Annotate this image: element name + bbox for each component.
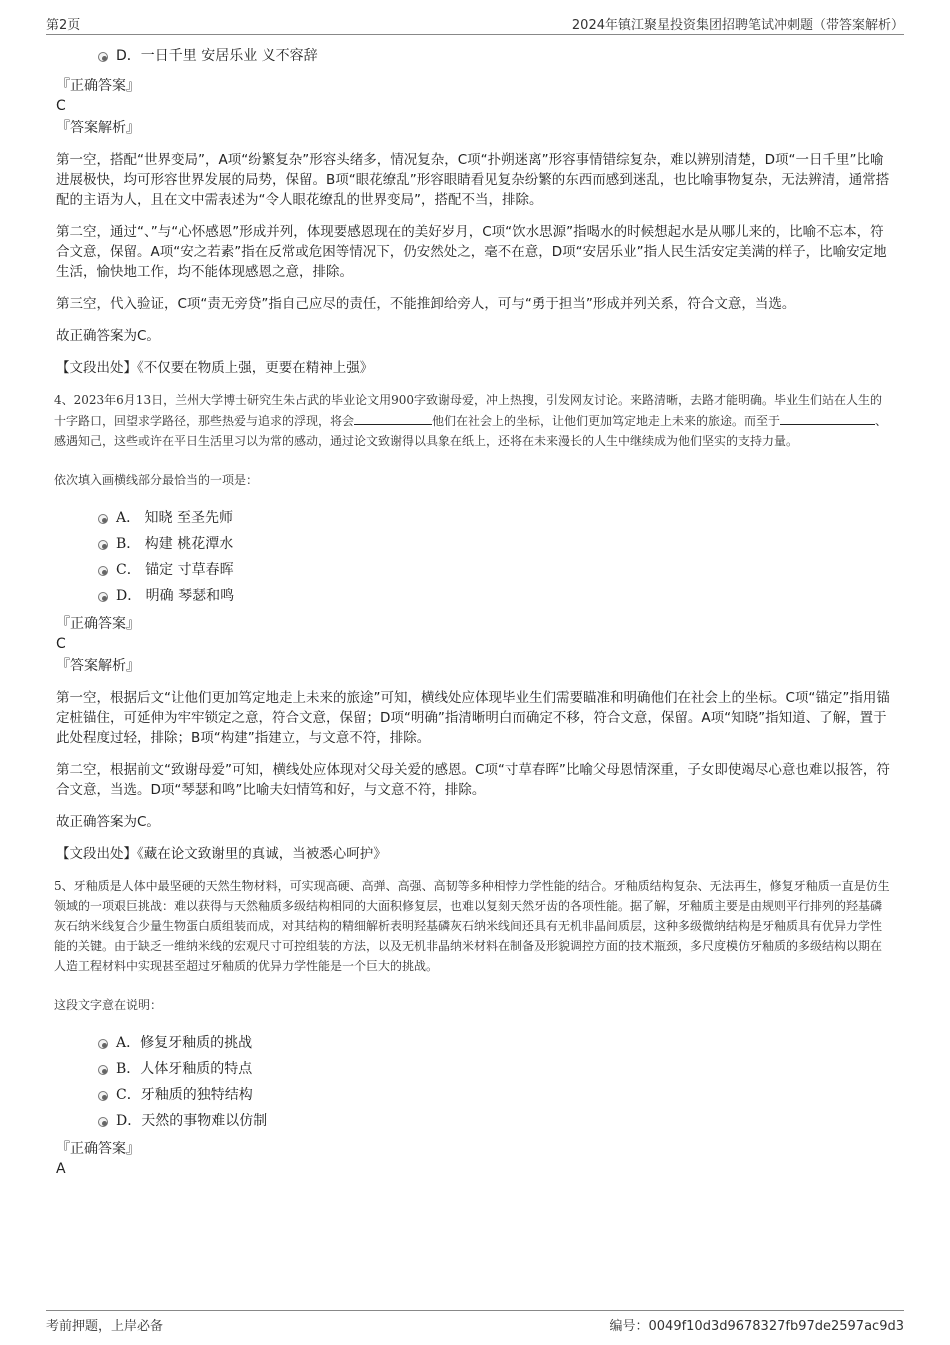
radio-icon[interactable] (98, 52, 108, 62)
q4-option-d[interactable] (56, 586, 896, 612)
radio-icon[interactable] (98, 1117, 108, 1127)
q4-lead: 依次填入画横线部分最恰当的一项是： (54, 473, 259, 487)
q3-analysis-tag: 『答案解析』 (56, 120, 140, 136)
q5-answer-tag: 『正确答案』 (56, 1141, 140, 1157)
q4-stem-part: 他们在社会上的坐标，让他们更加笃定地走上未来的旅途。而至于 (432, 414, 781, 428)
footer-slogan: 考前押题，上岸必备 (46, 1319, 164, 1334)
q4-stem (54, 390, 892, 451)
page-content (56, 46, 896, 1179)
radio-icon[interactable] (98, 592, 108, 602)
q5-stem: 5、牙釉质是人体中最坚硬的天然生物材料，可实现高硬、高弹、高强、高韧等多种相悖力学性能的结合。牙釉质结构复杂、无法再生，修复牙釉质一直是仿生领域的一项艰巨挑战：难以获得与天然釉质多级结构相同的大面积修复层，也难以复刻天然牙齿的各项性能。据了解，牙釉质主要是由规则平行排列的羟基磷灰石纳米线复合少量生物蛋白质组装而成，对其结构的精细解析表明羟基磷灰石纳米线间还具有无机非晶间质层，这种多级微纳结构是牙釉质具有优异力学性能的关键。由于缺乏一维纳米线的宏观尺寸可控组装的方法，以及无机非晶纳米材料在制备及形貌调控方面的技术瓶颈，多尺度模仿牙釉质的多级结构以期在人造工程材料中实现甚至超过牙釉质的优异力学性能是一个巨大的挑战。 (54, 879, 890, 973)
q3-analysis-paragraph: 第二空，通过“、”与“心怀感恩”形成并列，体现要感恩现在的美好岁月，C项“饮水思源”指喝水的时候想起水是从哪儿来的，比喻不忘本，符合文意，保留。A项“安之若素”指在反常或危困等情况下，仍安然处之，毫不在意，D项“安居乐业”指人民生活安定美满的样子，比喻安定地生活，愉快地工作，均不能体现感恩之意，排除。 (56, 224, 887, 280)
q4-conclusion: 故正确答案为C。 (56, 814, 160, 830)
q4-option-a[interactable] (56, 508, 896, 534)
fill-blank (780, 410, 875, 425)
q4-analysis-paragraph: 第一空，根据后文“让他们更加笃定地走上未来的旅途”可知，横线处应体现毕业生们需要瞄准和明确他们在社会上的坐标。C项“锚定”指用锚定桩锚住，可延伸为牢牢锁定之意，符合文意，保留；D项“明确”指清晰明白而确定不移，符合文意，保留。A项“知晓”指知道、了解，置于此处程度过轻，排除；B项“构建”指建立，与文意不符，排除。 (56, 690, 890, 746)
q3-conclusion: 故正确答案为C。 (56, 328, 160, 344)
q3-option-d-label: D．一日千里 安居乐业 义不容辞 (116, 48, 318, 64)
q4-option-b[interactable] (56, 534, 896, 560)
q4-stem-part: 、感遇知己，这些或许在平日生活里习以为常的感动，通过论文致谢得以具象在纸上，还将在未来漫长的人生中继续成为他们坚实的支持力量。 (54, 414, 888, 448)
q3-answer: C (56, 98, 66, 114)
radio-icon[interactable] (98, 540, 108, 550)
q4-option-label: D． 明确 琴瑟和鸣 (116, 588, 235, 604)
radio-icon[interactable] (98, 1091, 108, 1101)
q4-analysis-paragraph: 第二空，根据前文“致谢母爱”可知，横线处应体现对父母关爱的感恩。C项“寸草春晖”比喻父母恩情深重，子女即使竭尽心意也难以报答，符合文意，当选。D项“琴瑟和鸣”比喻夫妇情笃和好，与文意不符，排除。 (56, 762, 890, 798)
q4-stem-part: 4、2023年6月13日，兰州大学博士研究生朱占武的毕业论文用900字致谢母爱，冲上热搜，引发网友讨论。来路清晰，去路才能明确。毕业生们站在人生的十字路口，回望求学路径，那些热爱与追求的浮现，将会 (54, 393, 882, 428)
q4-option-label: B． 构建 桃花潭水 (116, 536, 234, 552)
q3-option-d[interactable] (56, 46, 896, 72)
q4-answer-tag: 『正确答案』 (56, 616, 140, 632)
q4-analysis-tag: 『答案解析』 (56, 658, 140, 674)
q5-option-a[interactable] (56, 1033, 896, 1059)
q5-option-label: B．人体牙釉质的特点 (116, 1061, 253, 1077)
q3-analysis-paragraph: 第一空，搭配“世界变局”，A项“纷繁复杂”形容头绪多，情况复杂，C项“扑朔迷离”形容事情错综复杂，难以辨别清楚，D项“一日千里”比喻进展极快，均可形容世界发展的局势，保留。B项“眼花缭乱”形容眼睛看见复杂纷繁的东西而感到迷乱，也比喻事物复杂，无法辨清，通常搭配的主语为人，且在文中需表述为“令人眼花缭乱的世界变局”，搭配不当，排除。 (56, 152, 890, 208)
q5-option-c[interactable] (56, 1085, 896, 1111)
radio-icon[interactable] (98, 566, 108, 576)
q5-option-d[interactable] (56, 1111, 896, 1137)
q4-option-label: A． 知晓 至圣先师 (116, 510, 234, 526)
q5-option-label: C．牙釉质的独特结构 (116, 1087, 253, 1103)
fill-blank (354, 410, 432, 425)
q5-option-label: A．修复牙釉质的挑战 (116, 1035, 253, 1051)
q4-option-label: C． 锚定 寸草春晖 (116, 562, 234, 578)
q5-option-label: D．天然的事物难以仿制 (116, 1113, 268, 1129)
q5-lead: 这段文字意在说明： (54, 998, 163, 1012)
q3-analysis-paragraph: 第三空，代入验证，C项“责无旁贷”指自己应尽的责任，不能推卸给旁人，可与“勇于担当”形成并列关系，符合文意，当选。 (56, 296, 796, 312)
q5-option-b[interactable] (56, 1059, 896, 1085)
page-number: 第2页 (46, 18, 81, 33)
document-title: 2024年镇江聚星投资集团招聘笔试冲刺题（带答案解析） (571, 18, 904, 33)
q4-answer: C (56, 636, 66, 652)
radio-icon[interactable] (98, 1039, 108, 1049)
page-footer (46, 1310, 904, 1335)
document-id: 编号：0049f10d3d9678327fb97de2597ac9d3 (609, 1319, 904, 1334)
q3-source: 【文段出处】《不仅要在物质上强，更要在精神上强》 (56, 360, 374, 376)
q5-answer: A (56, 1161, 66, 1177)
radio-icon[interactable] (98, 1065, 108, 1075)
q4-option-c[interactable] (56, 560, 896, 586)
q3-answer-tag: 『正确答案』 (56, 78, 140, 94)
page-header (46, 12, 904, 35)
radio-icon[interactable] (98, 514, 108, 524)
q4-source: 【文段出处】《藏在论文致谢里的真诚，当被悉心呵护》 (56, 846, 387, 862)
